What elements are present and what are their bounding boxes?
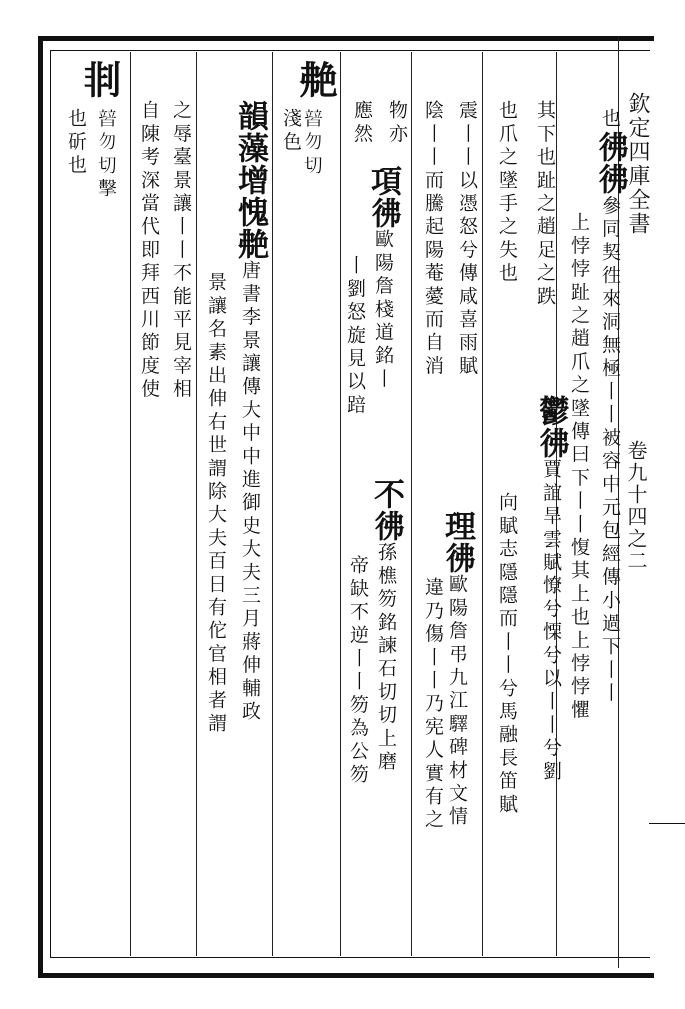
annotation-text: 唐書李景讓傳大中中進御史大夫三月蔣伸輔政 bbox=[239, 260, 261, 724]
annotation-text: 也斫也 bbox=[65, 108, 87, 178]
annotation-text: 也 bbox=[599, 108, 621, 132]
text-column bbox=[454, 100, 481, 378]
annotation-text: 孫樵笏銘諫石切切上磨 bbox=[375, 542, 397, 774]
text-column bbox=[168, 100, 195, 402]
headword: 不彿 bbox=[368, 478, 404, 542]
headword: 鬱彿 bbox=[533, 395, 569, 459]
headword: 理彿 bbox=[439, 510, 475, 574]
headword: 艴 bbox=[293, 60, 338, 98]
text-column bbox=[302, 108, 325, 178]
text-column bbox=[420, 577, 447, 832]
annotation-text: 違乃傷丨丨乃宪人實有之 bbox=[422, 577, 444, 833]
headword: 韻藻增愧艴 bbox=[232, 100, 268, 260]
annotation-text: 丨劉怒旋見以踣 bbox=[344, 255, 366, 418]
text-column bbox=[203, 272, 230, 736]
column-divider bbox=[340, 52, 341, 956]
annotation-text: 也爪之墜手之失也 bbox=[496, 100, 518, 286]
text-column bbox=[532, 100, 559, 309]
annotation-text: 歐陽詹棧道銘丨 bbox=[372, 229, 394, 392]
column-divider bbox=[130, 52, 131, 956]
headword: 剕 bbox=[77, 60, 122, 98]
annotation-text: 震丨丨以憑怒兮傳咸喜雨賦 bbox=[456, 100, 478, 379]
text-column bbox=[63, 108, 90, 178]
annotation-text: 帝缺不逆丨丨笏為公笏 bbox=[347, 555, 369, 787]
text-column bbox=[228, 100, 273, 724]
annotation-text: 景讓名素出伸右世謂除大夫百日有佗官相者謂 bbox=[205, 272, 227, 736]
margin-rule bbox=[649, 823, 685, 824]
annotation-text: 應然 bbox=[351, 100, 373, 147]
text-column bbox=[494, 492, 521, 817]
text-column bbox=[96, 108, 119, 201]
text-column bbox=[288, 60, 343, 98]
text-column bbox=[136, 100, 163, 402]
text-column bbox=[72, 60, 127, 98]
annotation-text: 物亦 bbox=[386, 100, 408, 147]
headword: 彿彿 bbox=[592, 131, 628, 196]
text-column bbox=[420, 100, 447, 378]
annotation-text: 其下也趾之趙足之跌 bbox=[534, 100, 556, 309]
text-column bbox=[384, 100, 411, 146]
text-column bbox=[588, 108, 633, 706]
annotation-text: 參同契徃來洞無極丨丨被容中元包經傳小過下丨丨 bbox=[599, 195, 621, 706]
text-column bbox=[345, 555, 372, 787]
volume-label: 卷九十四之二 bbox=[624, 440, 648, 572]
annotation-text: 陰丨丨而騰起陽菴薆而自消 bbox=[422, 100, 444, 379]
annotation-text: 之辱臺景讓丨丨不能平見宰相 bbox=[170, 100, 192, 402]
column-divider bbox=[411, 52, 412, 956]
text-column bbox=[494, 100, 521, 286]
text-column bbox=[278, 108, 305, 154]
text-column bbox=[349, 100, 376, 146]
annotation-text: 𤾕勿切擊 bbox=[96, 108, 118, 201]
book-title-margin: 欽定四庫全書 bbox=[625, 92, 650, 236]
column-divider bbox=[196, 52, 197, 956]
annotation-text: 自陳考深當代即拜西川節度使 bbox=[138, 100, 160, 402]
headword: 項彿 bbox=[365, 165, 401, 229]
annotation-text: 淺色 bbox=[280, 108, 302, 155]
column-divider bbox=[482, 52, 483, 956]
annotation-text: 𤾕勿切 bbox=[302, 108, 324, 178]
annotation-text: 向賦志隱隱而丨丨兮馬融長笛賦 bbox=[496, 492, 518, 817]
text-column bbox=[529, 395, 574, 784]
annotation-text: 歐陽詹弔九江驛碑材文情 bbox=[446, 574, 468, 830]
annotation-text: 賈誼旱雲賦憭兮慄兮以丨丨兮劉 bbox=[540, 459, 562, 784]
annotation-text: 上悖悖趾之趙爪之墜傳曰下丨丨愎其上也上悖悖懼 bbox=[568, 212, 590, 723]
text-column bbox=[342, 255, 369, 417]
